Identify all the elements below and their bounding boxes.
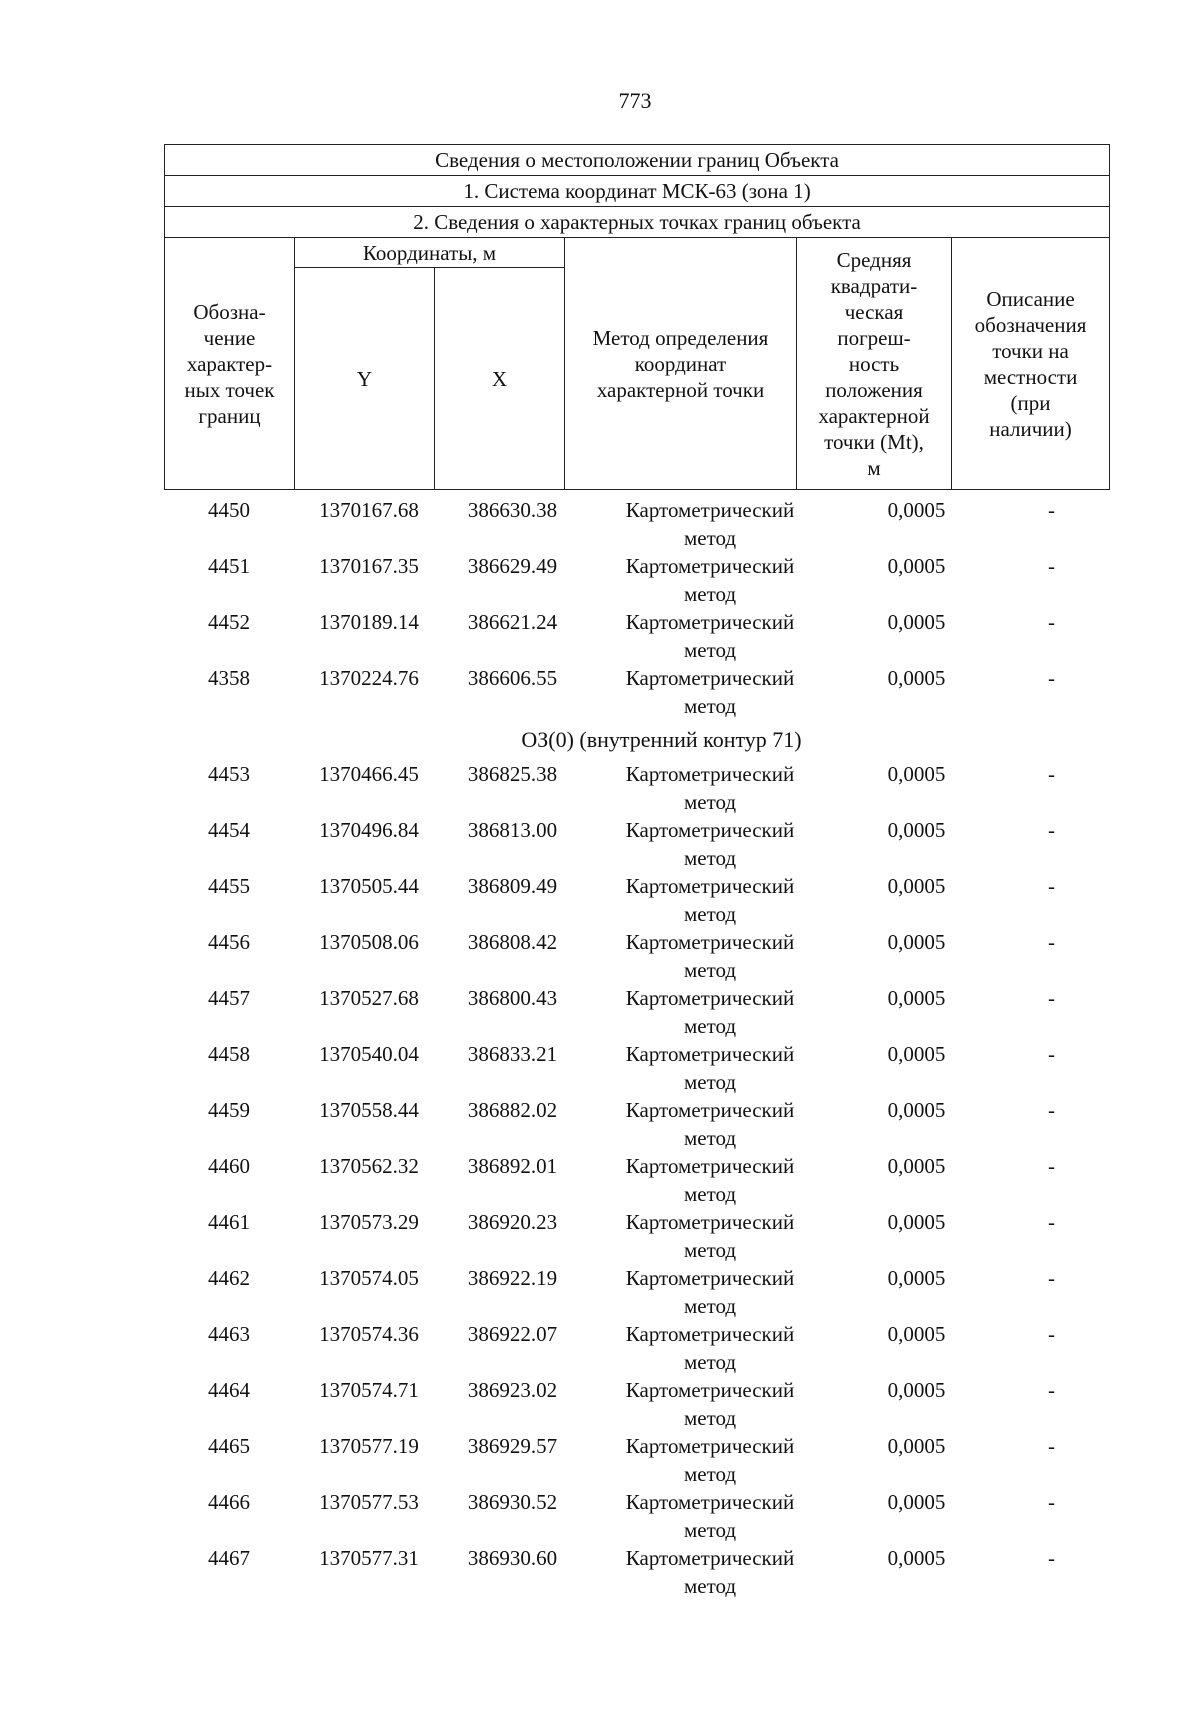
point-description: - <box>1048 1322 1055 1346</box>
coord-x: 386629.49 <box>467 554 558 578</box>
coord-x: 386929.57 <box>467 1434 558 1458</box>
point-description: - <box>1048 930 1055 954</box>
point-description: - <box>1048 666 1055 690</box>
point-description: - <box>1048 818 1055 842</box>
method: Картометрический метод <box>625 1210 795 1262</box>
coord-x: 386920.23 <box>467 1210 558 1234</box>
point-number: 4465 <box>208 1434 250 1458</box>
coord-x: 386813.00 <box>467 818 558 842</box>
table-row <box>164 984 1109 1040</box>
method: Картометрический метод <box>625 498 795 550</box>
point-number: 4452 <box>208 610 250 634</box>
method: Картометрический метод <box>625 666 795 718</box>
coord-x: 386606.55 <box>467 666 558 690</box>
point-number: 4459 <box>208 1098 250 1122</box>
table-row <box>164 1376 1109 1432</box>
error-value: 0,0005 <box>887 1322 946 1346</box>
col-desc-header: Описание обозначения точки на местности (при наличии) <box>952 238 1110 490</box>
coord-x: 386800.43 <box>467 986 558 1010</box>
point-number: 4460 <box>208 1154 250 1178</box>
error-value: 0,0005 <box>887 554 946 578</box>
col-error-header: Средняя квадрати- ческая погреш- ность положения характерной точки (Mt), м <box>797 238 952 490</box>
table-row <box>164 872 1109 928</box>
point-number: 4455 <box>208 874 250 898</box>
error-value: 0,0005 <box>887 498 946 522</box>
col-coords-header: Координаты, м <box>295 238 565 268</box>
table-row <box>164 1320 1109 1376</box>
point-description: - <box>1048 1266 1055 1290</box>
error-value: 0,0005 <box>887 874 946 898</box>
col-x-header: X <box>435 268 565 490</box>
coordinate-system: 1. Система координат МСК-63 (зона 1) <box>165 176 1110 207</box>
col-point-header: Обозна- чение характер- ных точек границ <box>165 238 295 490</box>
coord-y: 1370505.44 <box>319 874 419 898</box>
method: Картометрический метод <box>625 1378 795 1430</box>
point-number: 4358 <box>208 666 250 690</box>
table-row <box>164 816 1109 872</box>
col-method-header: Метод определения координат характерной точки <box>565 238 797 490</box>
section-label: ОЗ(0) (внутренний контур 71) <box>521 727 802 752</box>
header-table <box>164 144 1110 490</box>
error-value: 0,0005 <box>887 818 946 842</box>
point-number: 4453 <box>208 762 250 786</box>
point-description: - <box>1048 1154 1055 1178</box>
coord-x: 386825.38 <box>467 762 558 786</box>
point-description: - <box>1048 1098 1055 1122</box>
point-number: 4456 <box>208 930 250 954</box>
point-number: 4450 <box>208 498 250 522</box>
method: Картометрический метод <box>625 1266 795 1318</box>
error-value: 0,0005 <box>887 930 946 954</box>
coord-x: 386922.19 <box>467 1266 558 1290</box>
point-description: - <box>1048 610 1055 634</box>
point-number: 4458 <box>208 1042 250 1066</box>
coord-x: 386621.24 <box>467 610 558 634</box>
point-number: 4451 <box>208 554 250 578</box>
coord-x: 386923.02 <box>467 1378 558 1402</box>
error-value: 0,0005 <box>887 1266 946 1290</box>
method: Картометрический метод <box>625 818 795 870</box>
point-description: - <box>1048 1434 1055 1458</box>
method: Картометрический метод <box>625 930 795 982</box>
point-description: - <box>1048 986 1055 1010</box>
table-row <box>164 1488 1109 1544</box>
table-title: Сведения о местоположении границ Объекта <box>165 145 1110 176</box>
method: Картометрический метод <box>625 1098 795 1150</box>
coord-y: 1370577.53 <box>319 1490 419 1514</box>
point-number: 4464 <box>208 1378 250 1402</box>
table-row <box>164 928 1109 984</box>
error-value: 0,0005 <box>887 1210 946 1234</box>
method: Картометрический метод <box>625 1546 795 1598</box>
error-value: 0,0005 <box>887 986 946 1010</box>
error-value: 0,0005 <box>887 1434 946 1458</box>
point-number: 4461 <box>208 1210 250 1234</box>
coord-x: 386809.49 <box>467 874 558 898</box>
point-number: 4462 <box>208 1266 250 1290</box>
point-number: 4457 <box>208 986 250 1010</box>
point-number: 4467 <box>208 1546 250 1570</box>
point-description: - <box>1048 1546 1055 1570</box>
error-value: 0,0005 <box>887 762 946 786</box>
coord-y: 1370508.06 <box>319 930 419 954</box>
coord-x: 386922.07 <box>467 1322 558 1346</box>
table-row <box>164 1432 1109 1488</box>
error-value: 0,0005 <box>887 1154 946 1178</box>
error-value: 0,0005 <box>887 1042 946 1066</box>
point-description: - <box>1048 554 1055 578</box>
method: Картометрический метод <box>625 1154 795 1206</box>
coord-y: 1370573.29 <box>319 1210 419 1234</box>
method: Картометрический метод <box>625 554 795 606</box>
page-number: 773 <box>618 88 652 113</box>
method: Картометрический метод <box>625 1322 795 1374</box>
point-description: - <box>1048 1210 1055 1234</box>
coord-y: 1370496.84 <box>319 818 419 842</box>
coord-y: 1370466.45 <box>319 762 419 786</box>
coord-y: 1370577.19 <box>319 1434 419 1458</box>
coordinates-list <box>164 496 1109 1600</box>
coord-y: 1370558.44 <box>319 1098 419 1122</box>
method: Картометрический метод <box>625 1434 795 1486</box>
table-row <box>164 760 1109 816</box>
method: Картометрический метод <box>625 1042 795 1094</box>
error-value: 0,0005 <box>887 1490 946 1514</box>
coord-x: 386882.02 <box>467 1098 558 1122</box>
method: Картометрический метод <box>625 762 795 814</box>
error-value: 0,0005 <box>887 666 946 690</box>
coord-y: 1370574.71 <box>319 1378 419 1402</box>
point-description: - <box>1048 1378 1055 1402</box>
coord-y: 1370577.31 <box>319 1546 419 1570</box>
coord-y: 1370540.04 <box>319 1042 419 1066</box>
point-number: 4454 <box>208 818 250 842</box>
point-description: - <box>1048 1042 1055 1066</box>
coord-y: 1370574.36 <box>319 1322 419 1346</box>
point-number: 4463 <box>208 1322 250 1346</box>
coord-x: 386930.52 <box>467 1490 558 1514</box>
coord-x: 386833.21 <box>467 1042 558 1066</box>
rows-group-a <box>164 496 1109 720</box>
method: Картометрический метод <box>625 1490 795 1542</box>
table-subtitle: 2. Сведения о характерных точках границ объекта <box>165 207 1110 238</box>
coord-y: 1370562.32 <box>319 1154 419 1178</box>
method: Картометрический метод <box>625 610 795 662</box>
coord-y: 1370189.14 <box>319 610 419 634</box>
coord-x: 386930.60 <box>467 1546 558 1570</box>
coord-x: 386808.42 <box>467 930 558 954</box>
coord-y: 1370167.68 <box>319 498 419 522</box>
coord-y: 1370574.05 <box>319 1266 419 1290</box>
table-row <box>164 1208 1109 1264</box>
coord-x: 386892.01 <box>467 1154 558 1178</box>
table-row <box>164 1152 1109 1208</box>
table-row <box>164 664 1109 720</box>
point-description: - <box>1048 498 1055 522</box>
table-row <box>164 496 1109 552</box>
rows-group-b <box>164 760 1109 1600</box>
table-row <box>164 608 1109 664</box>
point-number: 4466 <box>208 1490 250 1514</box>
coord-y: 1370527.68 <box>319 986 419 1010</box>
table-row <box>164 1040 1109 1096</box>
coord-y: 1370224.76 <box>319 666 419 690</box>
table-row <box>164 1096 1109 1152</box>
point-description: - <box>1048 762 1055 786</box>
point-description: - <box>1048 1490 1055 1514</box>
error-value: 0,0005 <box>887 1378 946 1402</box>
col-y-header: Y <box>295 268 435 490</box>
table-row <box>164 1544 1109 1600</box>
error-value: 0,0005 <box>887 610 946 634</box>
table-row <box>164 1264 1109 1320</box>
method: Картометрический метод <box>625 986 795 1038</box>
coord-y: 1370167.35 <box>319 554 419 578</box>
error-value: 0,0005 <box>887 1098 946 1122</box>
method: Картометрический метод <box>625 874 795 926</box>
table-row <box>164 552 1109 608</box>
coord-x: 386630.38 <box>467 498 558 522</box>
error-value: 0,0005 <box>887 1546 946 1570</box>
point-description: - <box>1048 874 1055 898</box>
